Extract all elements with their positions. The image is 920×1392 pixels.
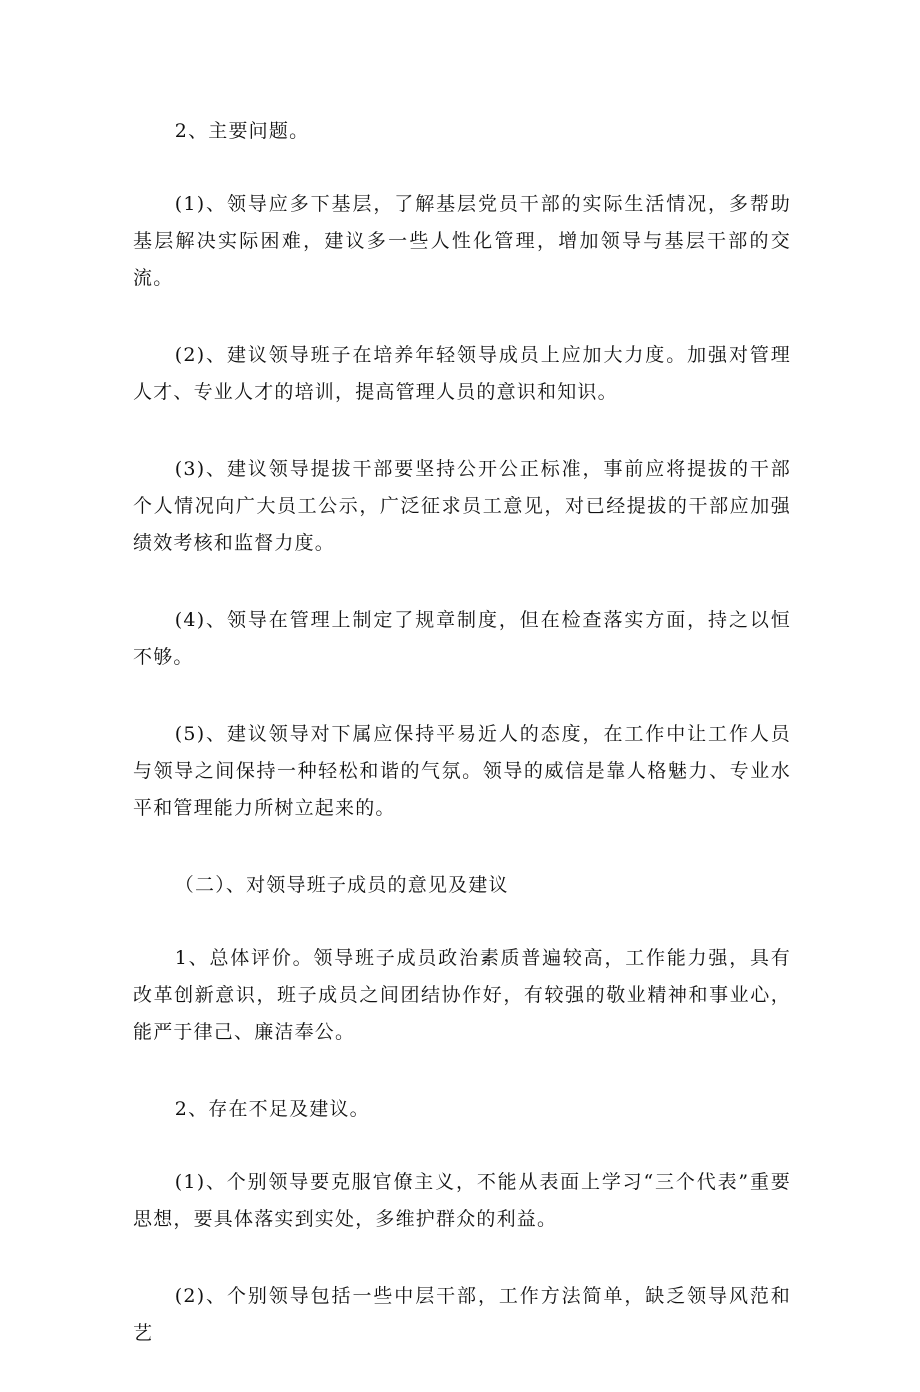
- paragraph-overall-evaluation: 1、总体评价。领导班子成员政治素质普遍较高，工作能力强，具有改革创新意识，班子成员之间团结协作好，有较强的敬业精神和事业心，能严于律己、廉洁奉公。: [133, 947, 791, 1043]
- paragraph-item-4: (4)、领导在管理上制定了规章制度，但在检查落实方面，持之以恒不够。: [133, 609, 791, 668]
- paragraph-item-5: (5)、建议领导对下属应保持平易近人的态度，在工作中让工作人员与领导之间保持一种轻松和谐的气氛。领导的威信是靠人格魅力、专业水平和管理能力所树立起来的。: [133, 723, 791, 819]
- section-heading-members: （二）、对领导班子成员的意见及建议: [174, 874, 509, 896]
- document-body: [133, 113, 791, 1392]
- paragraph-item-2: (2)、建议领导班子在培养年轻领导成员上应加大力度。加强对管理人才、专业人才的培训，提高管理人员的意识和知识。: [133, 344, 791, 403]
- paragraph-main-problems-heading: 2、主要问题。: [174, 120, 310, 142]
- paragraph-shortcoming-1: (1)、个别领导要克服官僚主义，不能从表面上学习“三个代表”重要思想，要具体落实到实处，多维护群众的利益。: [133, 1171, 791, 1230]
- paragraph-item-3: (3)、建议领导提拔干部要坚持公开公正标准，事前应将提拔的干部个人情况向广大员工公示，广泛征求员工意见，对已经提拔的干部应加强绩效考核和监督力度。: [133, 458, 791, 554]
- paragraph-shortcomings-heading: 2、存在不足及建议。: [174, 1098, 370, 1120]
- paragraph-item-1: (1)、领导应多下基层，了解基层党员干部的实际生活情况，多帮助基层解决实际困难，建议多一些人性化管理，增加领导与基层干部的交流。: [133, 193, 791, 289]
- paragraph-shortcoming-2: (2)、个别领导包括一些中层干部，工作方法简单，缺乏领导风范和艺: [133, 1285, 791, 1344]
